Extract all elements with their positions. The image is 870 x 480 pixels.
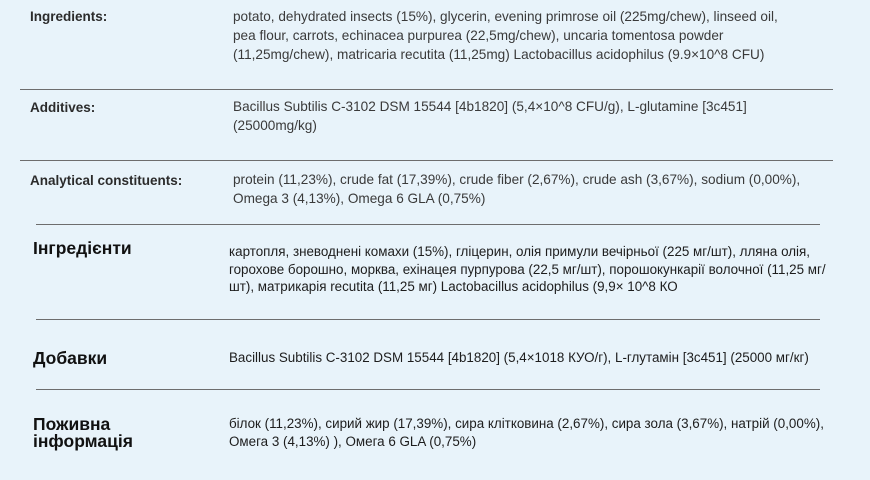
text-line: Bacillus Subtilis C-3102 DSM 15544 [4b1820] (5,4×10^8 CFU/g), L-glutamine [3c451] xyxy=(233,99,747,114)
en-additives-label: Additives: xyxy=(30,100,96,115)
text-line: (25000mg/kg) xyxy=(233,118,317,133)
text-line: білок (11,23%), сирий жир (17,39%), сира клітковина (2,67%), сира зола (3,67%), натрій (0,00%), xyxy=(229,416,824,431)
text-line: Bacillus Subtilis C-3102 DSM 15544 [4b1820] (5,4×1018 КУО/г), L-глутамін [3c451] (25000 мг/кг) xyxy=(229,350,809,365)
en-ingredients-text xyxy=(233,7,833,64)
divider xyxy=(20,89,833,90)
divider xyxy=(36,389,820,390)
ua-additives-label: Добавки xyxy=(33,348,108,368)
divider xyxy=(36,224,820,225)
text-line: картопля, зневоднені комахи (15%), гліцерин, олія примули вечірньої (225 мг/шт), лляна олія, xyxy=(229,244,811,259)
text-line: шт), матрикарія recutita (11,25 мг) Lactobacillus acidophilus (9,9× 10^8 КО xyxy=(229,279,678,294)
ua-nutrition-text xyxy=(229,415,854,450)
text-line: Омега 3 (4,13%) ), Омега 6 GLA (0,75%) xyxy=(229,433,477,449)
label-line: інформація xyxy=(33,431,133,451)
text-line: (11,25mg/chew), matricaria recutita (11,25mg) Lactobacillus acidophilus (9.9×10^8 CFU) xyxy=(233,47,765,62)
ua-nutrition-label xyxy=(33,416,133,450)
ua-ingredients-label: Інгредієнти xyxy=(33,238,132,258)
text-line: Omega 3 (4,13%), Omega 6 GLA (0,75%) xyxy=(233,191,486,206)
en-additives-text xyxy=(233,97,833,135)
en-analytical-text xyxy=(233,170,833,208)
text-line: potato, dehydrated insects (15%), glycerin, evening primrose oil (225mg/chew), linseed oil, xyxy=(233,9,778,24)
en-ingredients-label: Ingredients: xyxy=(30,9,108,24)
divider xyxy=(36,319,820,320)
divider xyxy=(20,160,833,161)
ua-ingredients-text xyxy=(229,243,854,296)
label-line: Поживна xyxy=(33,414,111,434)
text-line: protein (11,23%), crude fat (17,39%), crude fiber (2,67%), crude ash (3,67%), sodium (0,00%), xyxy=(233,172,801,187)
ua-additives-text xyxy=(229,349,854,367)
text-line: горохове борошно, морква, ехінацея пурпурова (22,5 мг/шт), порошокункарії волочної (11,25 мг/ xyxy=(229,261,826,277)
text-line: pea flour, carrots, echinacea purpurea (22,5mg/chew), uncaria tomentosa powder xyxy=(233,28,724,43)
en-analytical-label: Analytical constituents: xyxy=(30,173,183,188)
